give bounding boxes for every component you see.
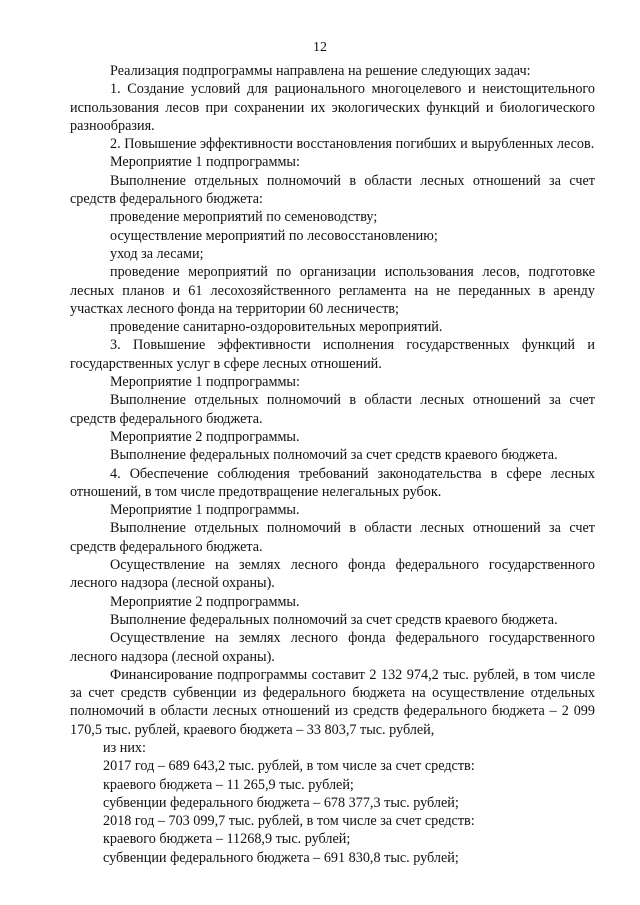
paragraph: Реализация подпрограммы направлена на решение следующих задач: [110,63,531,79]
paragraph: Выполнение отдельных полномочий в области лесных отношений за счет средств федерального бюджета: [70,172,595,208]
paragraph: 1. Создание условий для рационального многоцелевого и неистощительного использования лесов при сохранении их экологических функций и биологического разнообразия. [70,81,595,134]
paragraph: Мероприятие 1 подпрограммы: [110,154,300,171]
paragraph: Выполнение федеральных полномочий за счет средств краевого бюджета. [110,447,558,464]
page-number: 12 [313,40,327,55]
paragraph: проведение мероприятий по организации использования лесов, подготовке лесных планов и 61 лесохозяйственного регламента на не переданных в аренду участках лесного фонда на территории 60 лесничеств; [70,264,595,317]
paragraph: Выполнение отдельных полномочий в области лесных отношений за счет средств федерального бюджета. [70,520,595,555]
paragraph: проведение мероприятий по семеноводству; [110,209,378,226]
paragraph: Мероприятие 2 подпрограммы. [110,428,300,445]
paragraph: Осуществление на землях лесного фонда федерального государственного лесного надзора (лесной охраны). [70,557,595,592]
paragraph: Мероприятие 1 подпрограммы: [110,374,300,391]
paragraph: Мероприятие 1 подпрограммы. [110,502,300,519]
paragraph: 3. Повышение эффективности исполнения государственных функций и государственных услуг в сфере лесных отношений. [70,337,595,372]
paragraph: субвенции федерального бюджета – 691 830,8 тыс. рублей; [103,849,459,866]
paragraph: субвенции федерального бюджета – 678 377,3 тыс. рублей; [103,794,459,811]
paragraph: краевого бюджета – 11 265,9 тыс. рублей; [103,776,354,793]
paragraph: Выполнение отдельных полномочий в области лесных отношений за счет средств федерального бюджета. [70,392,595,427]
paragraph: 2018 год – 703 099,7 тыс. рублей, в том числе за счет средств: [103,813,475,830]
paragraph: 4. Обеспечение соблюдения требований законодательства в сфере лесных отношений, в том числе предотвращение нелегальных рубок. [70,465,595,500]
paragraph: 2017 год – 689 643,2 тыс. рублей, в том числе за счет средств: [103,758,475,775]
paragraph: из них: [103,739,146,756]
paragraph: осуществление мероприятий по лесовосстановлению; [110,227,438,244]
document-body [70,62,595,867]
paragraph: Осуществление на землях лесного фонда федерального государственного лесного надзора (лесной охраны). [70,630,595,665]
paragraph: краевого бюджета – 11268,9 тыс. рублей; [103,831,351,848]
paragraph: 2. Повышение эффективности восстановления погибших и вырубленных лесов. [110,136,595,153]
paragraph: уход за лесами; [110,245,204,262]
paragraph: Финансирование подпрограммы составит 2 132 974,2 тыс. рублей, в том числе за счет средств субвенции из федерального бюджета на осуществление отдельных полномочий в области лесных отношений из средств федерального бюджета – 2 099 170,5 тыс. рублей, краевого бюджета – 33 803,7 тыс. рублей, [70,666,595,738]
paragraph: Выполнение федеральных полномочий за счет средств краевого бюджета. [110,611,558,628]
paragraph: проведение санитарно-оздоровительных мероприятий. [110,319,443,336]
paragraph: Мероприятие 2 подпрограммы. [110,593,300,610]
